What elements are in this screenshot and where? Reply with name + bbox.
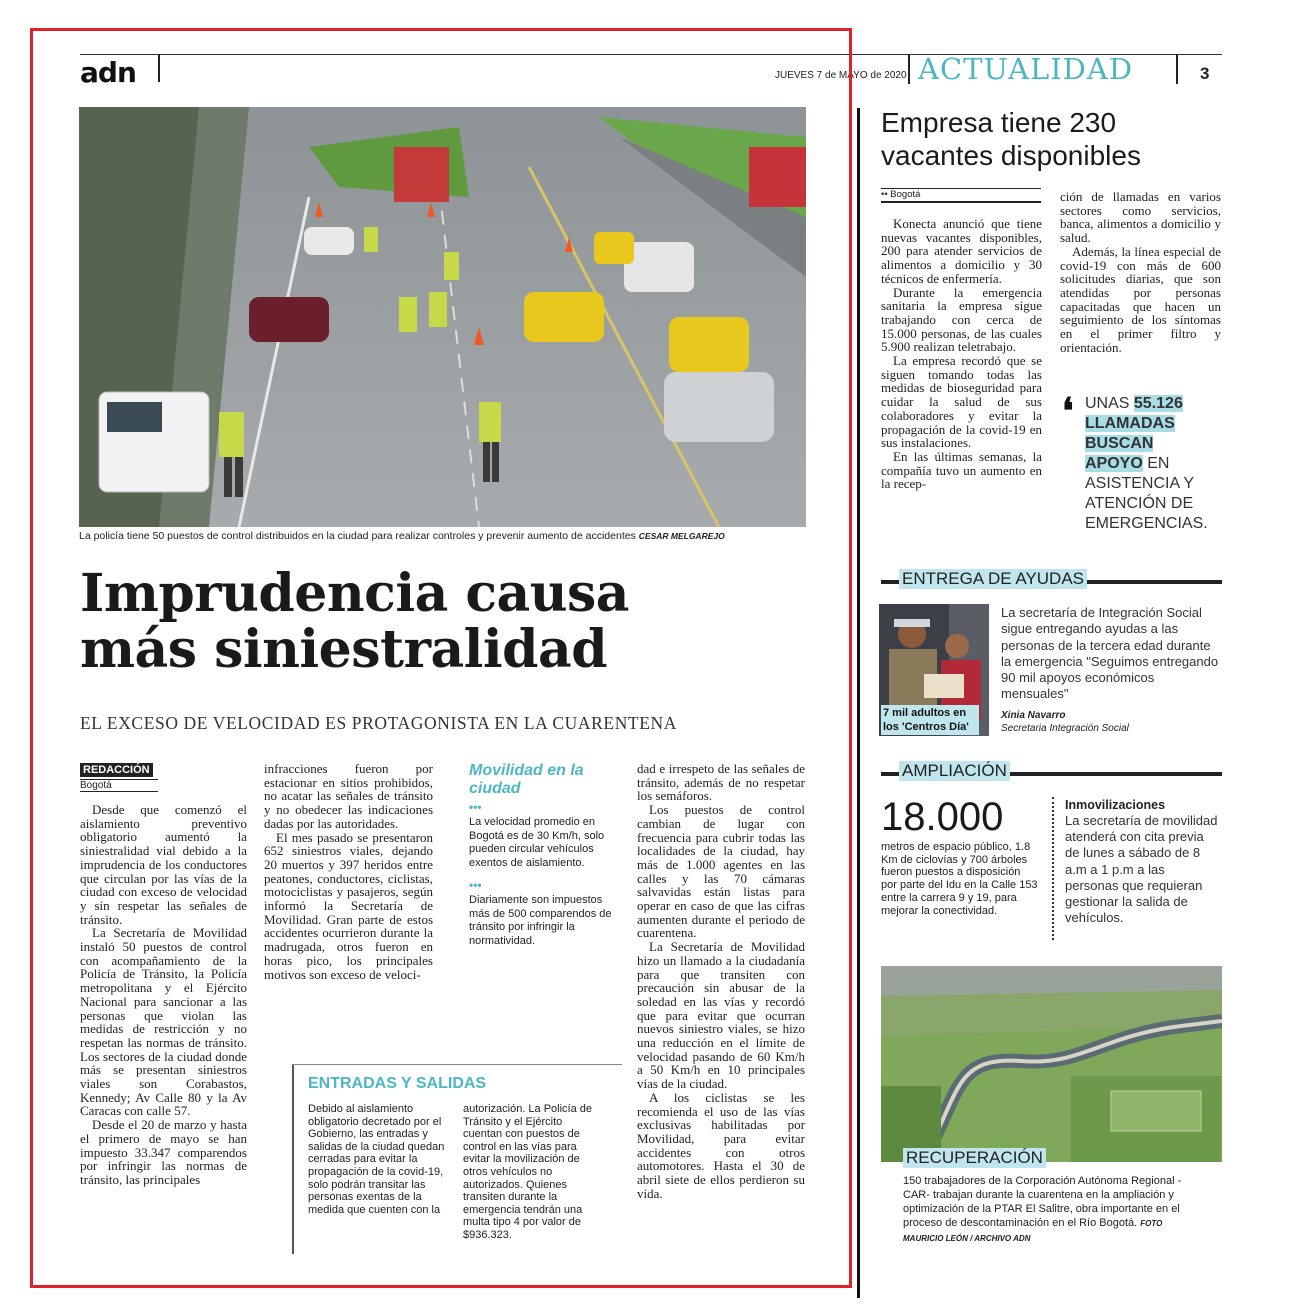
main-headline [80, 563, 820, 680]
recuperacion-title: RECUPERACIÓN [903, 1148, 1046, 1168]
bullet-dots: ••• [469, 878, 482, 892]
byline: REDACCIÓN [80, 763, 153, 777]
bullet-dots: ••• [469, 800, 482, 814]
ayudas-role: Secretaria Integración Social [1001, 723, 1129, 734]
quote-line: LLAMADAS [1085, 415, 1175, 432]
section-divider-left [908, 54, 910, 84]
entradas-col-1: Debido al aislamiento obligatorio decretado por el Gobierno, las entradas y salidas de la ciudad quedan cerradas para evitar la propagación de la covid-19, solo podrán transitar las personas exentas de la medida que cuenten con la [308, 1103, 445, 1216]
recuperacion-credit: FOTO MAURICIO LEÓN / ARCHIVO ADN [903, 1219, 1163, 1243]
ampliacion-number: 18.000 [881, 795, 1004, 839]
quote-line: EMERGENCIAS. [1085, 515, 1208, 532]
photo-caption [79, 530, 806, 542]
box-left-rule [292, 1064, 294, 1254]
entradas-title: ENTRADAS Y SALIDAS [308, 1075, 487, 1092]
paragraph: Los puestos de control cambian de lugar con frecuencia para cubrir todas las localidades de la ciudad, hay más de 1.000 agentes en las calles y las 70 cámaras salvavidas están listas para operar en caso de que las cifras aumenten durante el periodo de cuarentena. [637, 802, 805, 941]
quote-line: ASISTENCIA Y [1085, 475, 1195, 492]
paragraph: dad e irrespeto de las señales de tránsito, además de no respetar los semáforos. [637, 761, 805, 804]
paragraph: A los ciclistas se les recomienda el uso de las vías exclusivas habilitadas por Movilidad, para evitar accidentes con otros automotores. Hasta el 30 de abril siete de ellos perdieron su vida. [637, 1089, 805, 1201]
quote-line: ATENCIÓN DE [1085, 495, 1194, 512]
paragraph: La Secretaría de Movilidad instaló 50 puestos de control con acompañamiento de la Policía de Tránsito, la Policía metropolitana y el Ejército Nacional para sancionar a las personas que violan las medidas de restricción y no respetan las normas de tránsito. Los sectores de la ciudad donde más se presentan siniestros viales son Corabastos, Kennedy; Av Calle 80 y la Av Caracas con calle 57. [80, 925, 247, 1119]
masthead-divider [158, 54, 160, 82]
empresa-column-1 [881, 217, 1042, 491]
movilidad-item-2: Diariamente son impuestos más de 500 comparendos de tránsito por infringir la normatividad. [469, 894, 612, 947]
entradas-col-2: autorización. La Policía de Tránsito y el Ejército cuentan con puestos de control en las vías para evitar la movilización de otros vehículos no autorizados. Quienes transiten durante la emergencia tendrán una multa tipo 4 por valor de $936.323. [463, 1103, 593, 1241]
recuperacion-body: 150 trabajadores de la Corporación Autónoma Regional -CAR- trabajan durante la cuarentena en la ampliación y optimización de la PTAR El Salitre, obra importante en el proceso de descontaminación en el Río Bogotá. [903, 1175, 1182, 1229]
ayudas-author: Xinia Navarro [1001, 710, 1066, 721]
inmov-text: La secretaría de movilidad atenderá con cita previa de lunes a sábado de 8 a.m a 1 p.m a las personas que requieran gestionar la salida de vehículos. [1065, 813, 1218, 926]
paragraph: infracciones fueron por estacionar en sitios prohibidos, no acatar las señales de tránsito y no obedecer las indicaciones dadas por las autoridades. [264, 761, 433, 831]
movilidad-title: Movilidad en la ciudad [469, 762, 584, 797]
ampliacion-title: AMPLIACIÓN [899, 761, 1010, 781]
ayudas-photo-label: 7 mil adultos en los 'Centros Día' [881, 705, 979, 735]
empresa-city: •• Bogotá [881, 188, 1041, 203]
river-aerial-photo [881, 966, 1222, 1162]
paragraph: Además, la línea especial de covid-19 con más de 600 solicitudes diarias, que son atendidas por personas capacitadas que hacen un seguimiento de los síntomas en el primer filtro y orientación. [1060, 243, 1221, 355]
paragraph: Desde que comenzó el aislamiento preventivo obligatorio aumentó la siniestralidad vial debido a la imprudencia de los conductores que circulan por las vías de la ciudad con exceso de velocidad y sin respetar las señales de tránsito. [80, 802, 247, 927]
article-column-1 [80, 803, 247, 1187]
caption-text: La policía tiene 50 puestos de control distribuidos en la ciudad para realizar controles y prevenir aumento de accidentes [79, 530, 636, 542]
pull-quote [1085, 394, 1225, 534]
recuperacion-text [903, 1174, 1203, 1246]
empresa-column-2 [1060, 190, 1221, 354]
movilidad-sidebar [469, 762, 619, 948]
page-number: 3 [1200, 64, 1210, 83]
movilidad-item-1: La velocidad promedio en Bogotá es de 30 Km/h, solo pueden circular vehículos exentos de aislamiento. [469, 816, 605, 869]
section-divider-right [1176, 54, 1178, 84]
paragraph: El mes pasado se presentaron 652 siniestros viales, dejando 20 muertos y 397 heridos entre peatones, conductores, ciclistas, motociclistas y pasajeros, según informó la Secretaría de Movilidad. Gran parte de estos accidentes ocurrieron durante la madrugada, otros fueron en horas pico, los principales motivos son exceso de veloci- [264, 829, 433, 982]
ampliacion-divider [1052, 797, 1054, 940]
paragraph: ción de llamadas en varios sectores como servicios, banca, alimentos a domicilio y salud. [1060, 189, 1221, 246]
article-column-2 [264, 762, 433, 981]
byline-city: Bogotá [80, 779, 158, 792]
ayudas-title: ENTREGA DE AYUDAS [899, 569, 1087, 589]
headline-line2: más siniestralidad [80, 619, 608, 680]
subheadline: EL EXCESO DE VELOCIDAD ES PROTAGONISTA EN LA CUARENTENA [80, 713, 677, 733]
paragraph: Konecta anunció que tiene nuevas vacantes disponibles, 200 para atender servicios de alimentos a domicilio y 30 técnicos de enfermería. [881, 216, 1042, 286]
traffic-control-photo [79, 107, 806, 527]
paragraph: La Secretaría de Movilidad hizo un llamado a la ciudadanía para que transiten con precaución sin abusar de la soledad en las vías y recordó que para evitar que ocurran nuevos siniestro viales, se hizo una reducción en el límite de velocidad pasando de 60 Km/h a 50 Km/h en 10 principales vías de la ciudad. [637, 939, 805, 1092]
empresa-headline: Empresa tiene 230 vacantes disponibles [881, 107, 1141, 171]
ampliacion-text: metros de espacio público, 1.8 Km de ciclovías y 700 árboles fueron puestos a disposición por parte del Idu en la Calle 153 entre la carrera 9 y 19, para mejorar la conectividad. [881, 841, 1038, 917]
article-column-4 [637, 762, 805, 1201]
paragraph: En las últimas semanas, la compañía tuvo un aumento en la recep- [881, 448, 1042, 492]
ayudas-text: La secretaría de Integración Social sigue entregando ayudas a las personas de la tercera edad durante la emergencia "Seguimos entregando 90 mil apoyos económicos mensuales" [1001, 605, 1219, 702]
headline-line1: Imprudencia causa [80, 563, 630, 624]
paragraph: La empresa recordó que se siguen tomando todas las medidas de bioseguridad para cuidar la salud de sus colaboradores y evitar la propagación de la covid-19 en sus instalaciones. [881, 353, 1042, 451]
quote-mark-icon: ❛ [1062, 390, 1074, 432]
section-title: ACTUALIDAD [918, 52, 1134, 86]
adn-logo: adn [80, 56, 136, 89]
box-top-rule [292, 1064, 622, 1065]
photo-credit: CESAR MELGAREJO [638, 531, 725, 541]
paragraph: Desde el 20 de marzo y hasta el primero de mayo se han impuesto 33.347 comparendos por infringir las normas de tránsito, las principales [80, 1117, 247, 1187]
quote-line: UNAS 55.126 [1085, 395, 1183, 412]
issue-date: JUEVES 7 de MAYO de 2020 [775, 70, 907, 81]
quote-line: BUSCAN [1085, 435, 1154, 452]
quote-line: APOYO EN [1085, 455, 1170, 472]
paragraph: Durante la emergencia sanitaria la empresa sigue trabajando con cerca de 15.000 personas, de las cuales 5.900 realizan teletrabajo. [881, 284, 1042, 355]
column-divider [857, 108, 860, 1298]
inmov-title: Inmovilizaciones [1065, 798, 1166, 812]
